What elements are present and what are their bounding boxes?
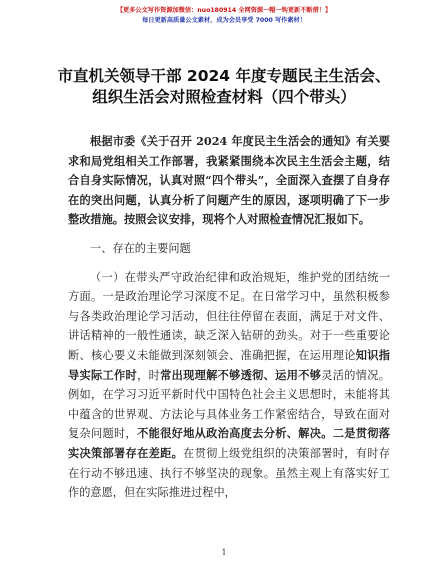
title-line1: 市直机关领导干部 2024 年度专题民主生活会、: [57, 67, 391, 85]
promo-banner-line1: 【更多公文写作资源加微信：nuo180914 全网资源一帽一钩更新不断措！】: [116, 7, 332, 14]
body-text-b: 知识指导实际工作时: [68, 347, 390, 382]
intro-text-end: 如下。: [336, 212, 371, 227]
promo-banner-line2: 每日更新高质量公文素材，成为会员享受 7000 写作素材！: [142, 17, 306, 24]
page-number: 1: [221, 548, 227, 557]
intro-paragraph: [68, 132, 390, 230]
document-body: [68, 132, 390, 503]
section-heading: 一、存在的主要问题: [90, 241, 191, 255]
body-paragraph: [68, 268, 390, 503]
body-text-c: ，时: [137, 368, 161, 382]
title-line2: 组织生活会对照检查材料（四个带头）: [92, 88, 356, 106]
body-text-e: 灵活的情况。例如，在学习习近平新时代中国特色社会主义思想时，未能将其中蕴含的世界观、方法论与具体业务工作紧密结合，导致在面对复杂问题时，: [68, 368, 390, 441]
body-text-a: （一）在带头严守政治纪律和政治规矩，维护党的团结统一方面。一是政治理论学习深度不足。在日常学习中，虽然积极参与各类政治理论学习活动，但往往停留在表面，满足于对文件、讲话精神的一般性通读，缺乏深入钻研的劲头。对于一些重要论断、核心要义未能做到深刻领会、准确把握，在运用理论: [68, 270, 390, 362]
intro-text: 根据市委《关于召开 2024 年度民主生活会的通知》有关要求和局党组相关工作部署，我紧紧围绕本次民主生活会主题，结合自身实际情况，认真对照“四个带头”，全面深入查摆了自身存在的突出问题，认真分析了问题产生的原因，逐项明确了下一步整改措施。按照会议安排，现将个人对照检查情况汇报: [68, 134, 390, 227]
document-title: [0, 66, 448, 108]
promo-banner: [0, 6, 448, 26]
body-text-f: 不能很好地从政治高度去分析、解决。二是贯彻落实决策部署存在差距。: [68, 426, 390, 460]
body-text-d: 常出现理解不够透彻、运用不够: [160, 367, 322, 382]
body-text-g: 在贯彻上级党组织的决策部署时，有时存在行动不够迅速、执行不够坚决的现象。虽然主观上有落实好工作的意愿，但在实际推进过程中，: [68, 446, 390, 500]
